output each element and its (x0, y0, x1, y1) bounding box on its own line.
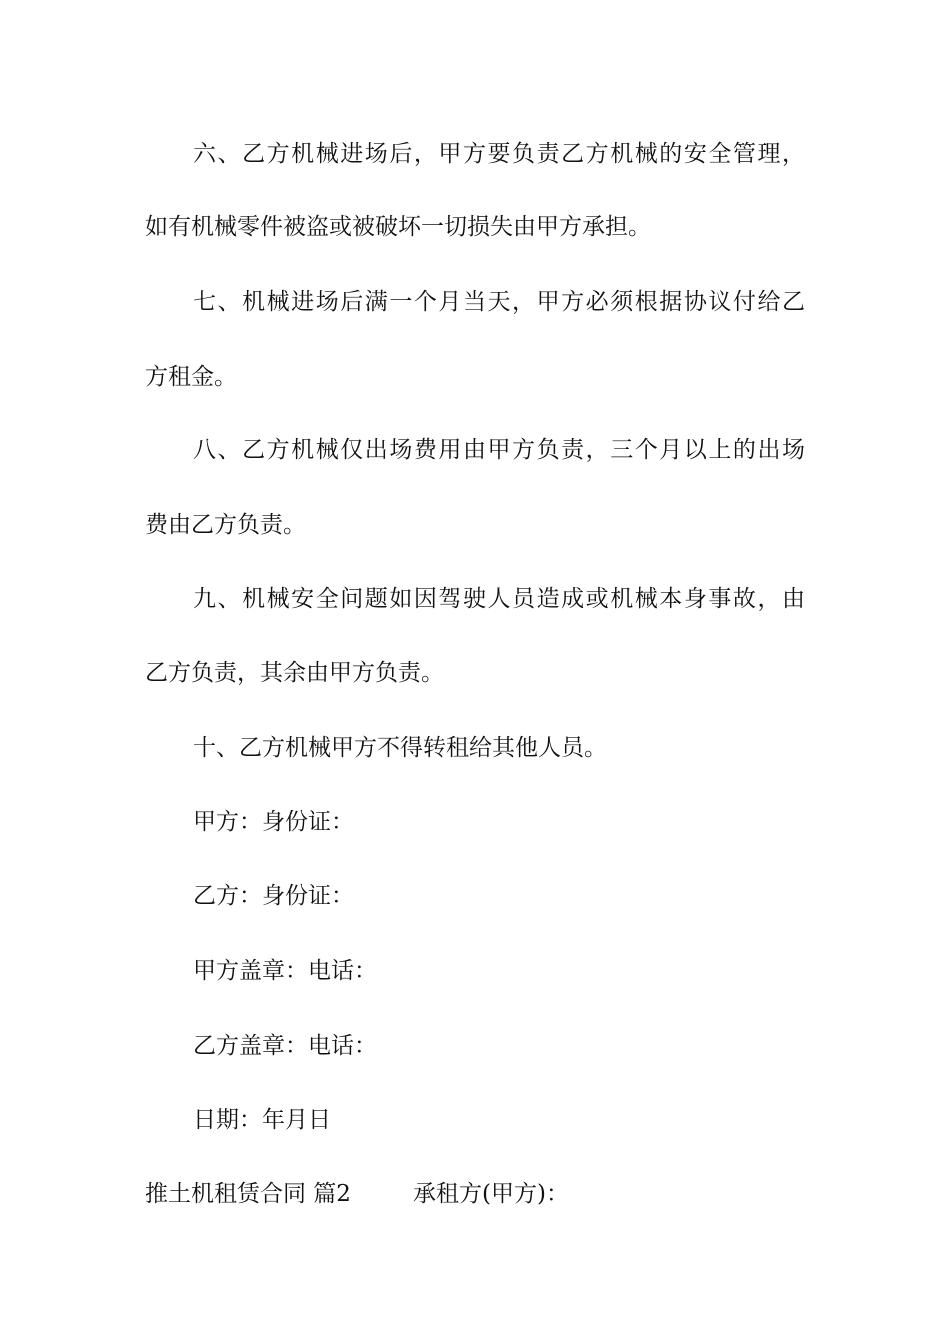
signature-party-a-seal-phone: 甲方盖章：电话： (193, 958, 377, 984)
clause-7-line-1: 七、机械进场后满一个月当天，甲方必须根据协议付给乙 (193, 289, 805, 315)
clause-7-line-2: 方租金。 (145, 364, 237, 390)
signature-party-a-id: 甲方：身份证： (193, 809, 354, 835)
clause-9-line-1: 九、机械安全问题如因驾驶人员造成或机械本身事故，由 (193, 586, 805, 612)
clause-6-line-1: 六、乙方机械进场后，甲方要负责乙方机械的安全管理， (193, 141, 805, 167)
contract-title: 推土机租赁合同 篇2 (145, 1181, 351, 1207)
clause-8-line-1: 八、乙方机械仅出场费用由甲方负责，三个月以上的出场 (193, 437, 805, 463)
clause-10-line-1: 十、乙方机械甲方不得转租给其他人员。 (193, 735, 607, 761)
signature-party-b-seal-phone: 乙方盖章：电话： (193, 1033, 377, 1059)
lessee-party-label: 承租方(甲方)： (413, 1181, 569, 1207)
next-contract-heading (145, 1178, 805, 1210)
clause-9-line-2: 乙方负责，其余由甲方负责。 (145, 660, 444, 686)
signature-date: 日期：年月日 (193, 1107, 331, 1133)
signature-party-b-id: 乙方：身份证： (193, 883, 354, 909)
clause-6-line-2: 如有机械零件被盗或被破坏一切损失由甲方承担。 (145, 214, 651, 240)
clause-8-line-2: 费由乙方负责。 (145, 512, 306, 538)
